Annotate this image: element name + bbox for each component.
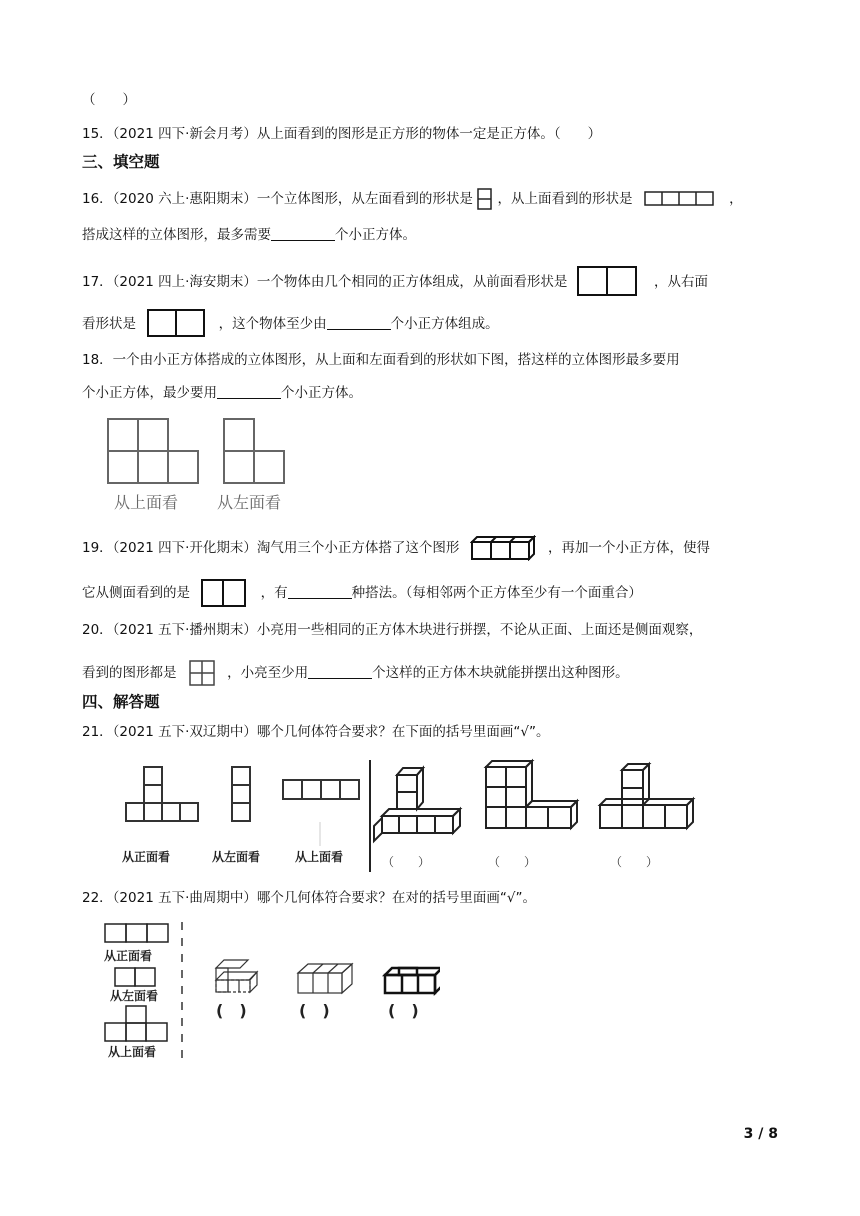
answer-blank[interactable] <box>288 584 352 599</box>
question-19-text-d: ，有 <box>260 585 288 601</box>
figure-18-top-view-icon <box>108 419 198 483</box>
two-by-two-grid-icon <box>187 658 217 688</box>
front-view-two-squares-icon <box>576 265 640 299</box>
question-18-line-2 <box>82 383 362 403</box>
question-17-line-2 <box>82 308 499 340</box>
figure-18-left-label: 从左面看 <box>217 493 282 512</box>
section-title-fill-blanks: 三、填空题 <box>82 153 160 171</box>
section-title-answer: 四、解答题 <box>82 693 160 711</box>
question-19-text-b: ，再加一个小正方体，使得 <box>547 540 710 556</box>
figure-21-front-label: 从正面看 <box>122 850 171 864</box>
figure-18-left-view-icon <box>224 419 284 483</box>
question-16-text-e: 个小正方体。 <box>335 227 416 243</box>
question-17-line-1 <box>82 265 708 299</box>
answer-blank[interactable] <box>217 384 281 399</box>
question-19-line-1 <box>82 535 710 561</box>
right-view-two-squares-icon <box>146 308 208 340</box>
question-16-text-b: ，从上面看到的形状是 <box>497 191 633 207</box>
figure-21-views-and-solids <box>112 756 712 880</box>
figure-22-paren-1[interactable]: ( ) <box>216 1001 247 1020</box>
figure-21-paren-3[interactable]: （ ） <box>610 855 659 869</box>
question-17-text-e: 个小正方体组成。 <box>390 316 499 332</box>
figure-22-front-label: 从正面看 <box>104 949 153 963</box>
question-16-text-c: ， <box>729 191 743 207</box>
figure-18-views <box>100 412 310 516</box>
question-17-text-a: 17．（2021 四上·海安期末）一个物体由几个相同的正方体组成，从前面看形状是 <box>82 274 568 290</box>
answer-blank[interactable] <box>308 664 372 679</box>
question-18-text-b: 个小正方体。 <box>281 385 362 401</box>
leftover-answer-paren: （ ） <box>82 92 136 108</box>
top-view-four-squares-icon <box>643 190 719 208</box>
left-view-two-stacked-squares-icon <box>477 187 493 211</box>
figure-22-paren-3[interactable]: ( ) <box>388 1001 419 1020</box>
figure-21-top-label: 从上面看 <box>295 850 344 864</box>
question-19-text-a: 19．（2021 四下·开化期末）淘气用三个小正方体搭了这个图形 <box>82 540 460 556</box>
figure-21-paren-2[interactable]: （ ） <box>488 855 537 869</box>
figure-21-paren-1[interactable]: （ ） <box>382 855 431 869</box>
question-19-line-2 <box>82 577 642 609</box>
question-20-line-1: 20．（2021 五下·播州期末）小亮用一些相同的正方体木块进行拼摆，不论从正面、上面还是侧面观察， <box>82 622 703 638</box>
question-17-text-d: ，这个物体至少由 <box>218 316 327 332</box>
question-17-text-c: 看形状是 <box>82 316 136 332</box>
figure-21-left-label: 从左面看 <box>212 850 261 864</box>
question-18-text-a: 个小正方体，最少要用 <box>82 385 217 401</box>
question-16-text-a: 16．（2020 六上·惠阳期末）一个立体图形，从左面看到的形状是 <box>82 191 473 207</box>
question-19-text-c: 它从侧面看到的是 <box>82 585 190 601</box>
answer-blank[interactable] <box>327 315 391 330</box>
question-16-line-1 <box>82 187 743 211</box>
question-20-line-2 <box>82 658 629 688</box>
question-18-line-1: 18．一个由小正方体搭成的立体图形，从上面和左面看到的形状如下图，搭这样的立体图形最多要用 <box>82 352 680 368</box>
figure-22-views-and-solids <box>100 918 440 1062</box>
question-20-text-c: 个这样的正方体木块就能拼摆出这种图形。 <box>372 665 629 681</box>
figure-22-top-label: 从上面看 <box>108 1045 157 1059</box>
page-number: 3 / 8 <box>743 1126 778 1142</box>
three-cubes-row-icon <box>470 535 536 561</box>
question-16-line-2 <box>82 225 416 245</box>
figure-18-top-label: 从上面看 <box>114 493 179 512</box>
figure-22-paren-2[interactable]: ( ) <box>299 1001 330 1020</box>
question-21: 21．（2021 五下·双辽期中）哪个几何体符合要求？在下面的括号里面画“√”。 <box>82 724 550 740</box>
question-17-text-b: ，从右面 <box>653 274 708 290</box>
question-19-text-e: 种搭法。（每相邻两个正方体至少有一个面重合） <box>351 585 642 601</box>
question-16-text-d: 搭成这样的立体图形，最多需要 <box>82 227 271 243</box>
side-view-two-squares-icon <box>200 577 250 609</box>
question-22: 22．（2021 五下·曲周期中）哪个几何体符合要求？在对的括号里面画“√”。 <box>82 890 536 906</box>
figure-22-left-label: 从左面看 <box>110 989 159 1003</box>
question-20-text-b: ，小亮至少用 <box>227 665 309 681</box>
answer-blank[interactable] <box>271 226 335 241</box>
question-15: 15．（2021 四下·新会月考）从上面看到的图形是正方形的物体一定是正方体。（ ） <box>82 126 602 142</box>
question-20-text-a: 看到的图形都是 <box>82 665 177 681</box>
